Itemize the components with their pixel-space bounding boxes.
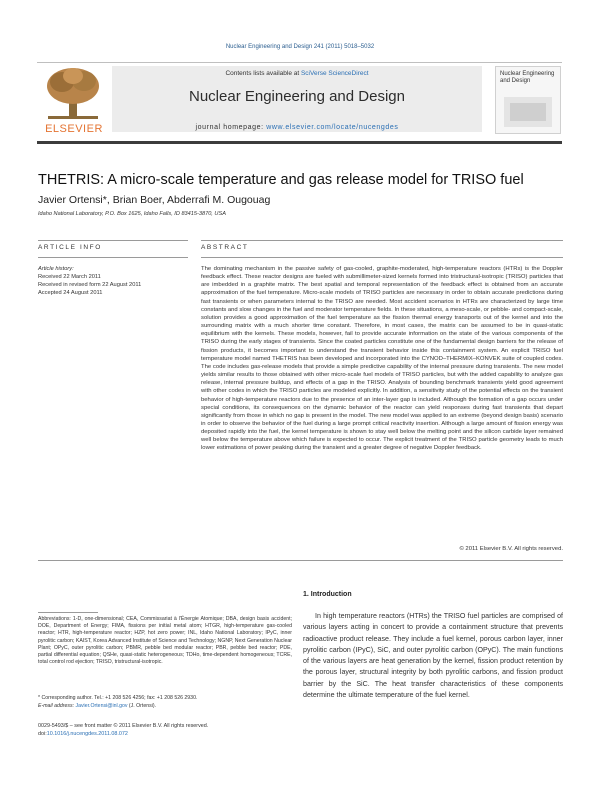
- received-date: Received 22 March 2011: [38, 274, 101, 280]
- email-note: [38, 703, 292, 710]
- email-prefix: E-mail address:: [38, 703, 76, 709]
- article-title: THETRIS: A micro-scale temperature and gas release model for TRISO fuel: [38, 172, 524, 188]
- article-info-rule-bottom: [38, 257, 188, 258]
- journal-title: Nuclear Engineering and Design: [189, 88, 405, 105]
- author-email-link[interactable]: Javier.Ortensi@inl.gov: [75, 703, 128, 709]
- revised-date: Received in revised form 22 August 2011: [38, 282, 142, 288]
- cover-title: Nuclear Engineering and Design: [500, 71, 555, 84]
- doi-prefix: doi:: [38, 731, 47, 737]
- affiliation: Idaho National Laboratory, P.O. Box 1625, Idaho Falls, ID 83415-3870, USA: [38, 211, 226, 217]
- homepage-line: [112, 124, 482, 131]
- introduction-paragraph: In high temperature reactors (HTRs) the TRISO fuel particles are comprised of various layers acting in concert to provide a containment structure that prevents radioactive product release. They include a fuel kernel, porous carbon layer, inner pyrolitic carbon (IPyC), SiC, and outer pyrolitic carbon (OPyC). The main functions of the various layers are heat generation by the kernel, fission product retention by the porous layer, structural integrity by both pyrolitic carbons, and fission product barrier by the SiC. The heat transfer characteristics of these components determine the ultimate temperature of the fuel kernel.: [303, 612, 563, 699]
- accepted-date: Accepted 24 August 2011: [38, 290, 103, 296]
- journal-cover-thumbnail: [495, 66, 561, 134]
- doi-line: [38, 731, 292, 739]
- abstract-copyright: © 2011 Elsevier B.V. All rights reserved.: [459, 546, 563, 552]
- contents-line: [112, 70, 482, 77]
- sciencedirect-link[interactable]: SciVerse ScienceDirect: [300, 70, 369, 77]
- abstract-heading: ABSTRACT: [201, 244, 249, 251]
- elsevier-tree-logo: [38, 64, 108, 132]
- journal-reference[interactable]: Nuclear Engineering and Design 241 (2011) 5018–5032: [225, 44, 375, 50]
- article-history-label: Article history:: [38, 266, 74, 272]
- introduction-heading: 1. Introduction: [303, 591, 352, 598]
- cover-graphic: [504, 97, 552, 127]
- article-info-rule-top: [38, 240, 188, 241]
- author-list: Javier Ortensi*, Brian Boer, Abderrafi M. Ougouag: [38, 194, 271, 206]
- contents-prefix: Contents lists available at: [225, 70, 301, 77]
- journal-homepage-link[interactable]: www.elsevier.com/locate/nucengdes: [266, 124, 399, 131]
- doi-link[interactable]: 10.1016/j.nucengdes.2011.08.072: [46, 731, 128, 737]
- footnote-rule: [38, 612, 98, 613]
- abstract-text: The dominating mechanism in the passive safety of gas-cooled, graphite-moderated, high-temperature reactors (HTRs) is the Doppler feedback effect. These reactor designs are fueled with submillimeter-sized kernels formed into tristructural-isotropic (TRISO) particles that are imbedded in a graphite matrix. The best spatial and temporal representation of the feedback effect is obtained from an accurate approximation of the fuel temperature. Micro-scale models of TRISO particles are necessary in order to obtain accurate predictions during fast transients or when parameters internal to the TRISO are needed. Most accident scenarios in HTRs are characterized by large time constants and slow changes in the fuel and moderator temperature fields. In these situations, a meso-scale, or pebble- and compact-scale, solution provides a good approximation of the fuel temperature as the fission thermal energy transports out of the kernel and into the surrounding matrix with a much shorter time constant. Therefore, in most cases, the matrix can be assumed to be in quasi-static equilibrium with the kernels. These models, however, fail to provide accurate information on the state of the various components of the TRISO during the early stages of transients. Since the coated particles constitute one of the fundamental design barriers for the release of fission products, it becomes important to understand the transient behavior inside this containment system. An explicit TRISO fuel temperature model named THETRIS has been developed and incorporated into the CYNOD–THERMIX–KONVEK suite of coupled codes. The code includes gas-release models that provide a simple predictive capability of the internal pressure during transients. The new model yields similar results to those obtained with other micro-scale fuel models of TRISO particles, but with the added capability to analyze gas release, internal pressure buildup, and effects of a gap in the TRISO. Analysis of bounding benchmark transients yield good agreement with other codes in which the TRISO particles are modeled explicitly. In addition, a sensitivity study of the potential effects on the transient behavior of high-temperature reactors due to the presence of an inter-layer gap is included. Although the formation of a gap occurs under special conditions, its consequences on the dynamic behavior of the reactor can yield responses during fast transients that depart significantly from those in which no gap is present in the model. The new model was applied to an extreme (beyond design basis) scenario in order to observe the behavior of the fuel during a large prompt critical reactivity insertion. Although a large amount of fission energy was deposited rapidly into the fuel, the kernel temperature is shown to stay well below the melting point and the silicon carbide layer remained well below the temperature above which failure is expected to occur. The explicit treatment of the TRISO particle geometry leads to much lower estimations of power peaking during the transient and a greater degree of negative Doppler feedback.: [201, 266, 563, 452]
- abbreviations-footnote: Abbreviations: 1-D, one-dimensional; CEA, Commissariat à l'Énergie Atomique; DBA, design basis accident; DOE, Department of Energy; FIMA, fissions per initial metal atom; HTGR, high-temperature gas-cooled reactor; HTR, high-temperature reactor; HZP, hot zero power; INL, Idaho National Laboratory; IPyC, inner pyrolitic carbon; KAIST, Korea Advanced Institute of Science and Technology; NGNP, Next Generation Nuclear Plant; OPyC, outer pyrolitic carbon; PBMR, pebble bed modular reactor; PBR, pebble bed reactor; PDE, partial differential equation; QSHe, quasi-static heterogeneous; TDHo, time-dependent homogeneous; TCRE, total control rod ejection; TRISO, tristructural-isotropic.: [38, 616, 292, 666]
- homepage-prefix: journal homepage:: [195, 124, 267, 131]
- abstract-rule-top: [201, 240, 563, 241]
- publisher-name: ELSEVIER: [45, 123, 103, 135]
- issn-line: 0029-5493/$ – see front matter © 2011 Elsevier B.V. All rights reserved.: [38, 723, 209, 729]
- corresponding-author-note: * Corresponding author. Tel.: +1 208 526 4256; fax: +1 208 526 2930.: [38, 695, 198, 701]
- article-info-heading: ARTICLE INFO: [38, 244, 102, 251]
- abstract-rule-bottom: [201, 257, 563, 258]
- abstract-end-rule: [38, 560, 563, 561]
- email-suffix: (J. Ortensi).: [127, 703, 157, 709]
